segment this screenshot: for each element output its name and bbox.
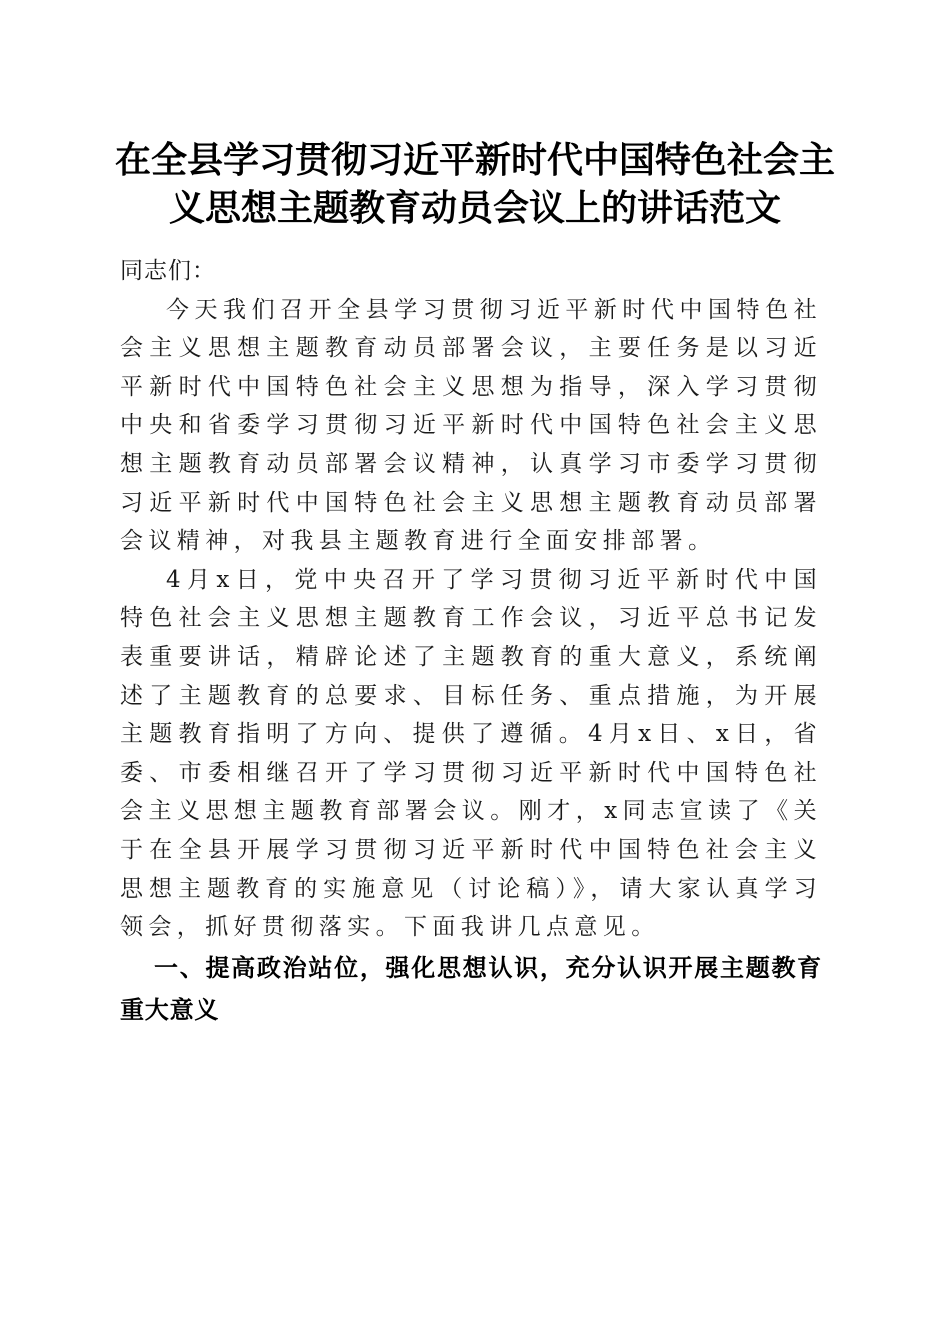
salutation: 同志们： <box>120 258 216 284</box>
paragraph-background: 4月x日，党中央召开了学习贯彻习近平新时代中国特色社会主义思想主题教育工作会议，习近平总书记发表重要讲话，精辟论述了主题教育的重大意义，系统阐述了主题教育的总要求、目标任务、重点措施，为开展主题教育指明了方向、提供了遵循。4月x日、x日，省委、市委相继召开了学习贯彻习近平新时代中国特色社会主义思想主题教育部署会议。刚才，x同志宣读了《关于在全县开展学习贯彻习近平新时代中国特色社会主义思想主题教育的实施意见（讨论稿）》，请大家认真学习领会，抓好贯彻落实。下面我讲几点意见。 <box>120 566 822 941</box>
paragraph-intro: 今天我们召开全县学习贯彻习近平新时代中国特色社会主义思想主题教育动员部署会议，主要任务是以习近平新时代中国特色社会主义思想为指导，深入学习贯彻中央和省委学习贯彻习近平新时代中国特色社会主义思想主题教育动员部署会议精神，认真学习市委学习贯彻习近平新时代中国特色社会主义思想主题教育动员部署会议精神，对我县主题教育进行全面安排部署。 <box>120 296 822 555</box>
document-body <box>120 252 822 1031</box>
document-title: 在全县学习贯彻习近平新时代中国特色社会主义思想主题教育动员会议上的讲话范文 <box>114 139 835 229</box>
section-heading: 一、提高政治站位，强化思想认识，充分认识开展主题教育重大意义 <box>120 953 822 1024</box>
